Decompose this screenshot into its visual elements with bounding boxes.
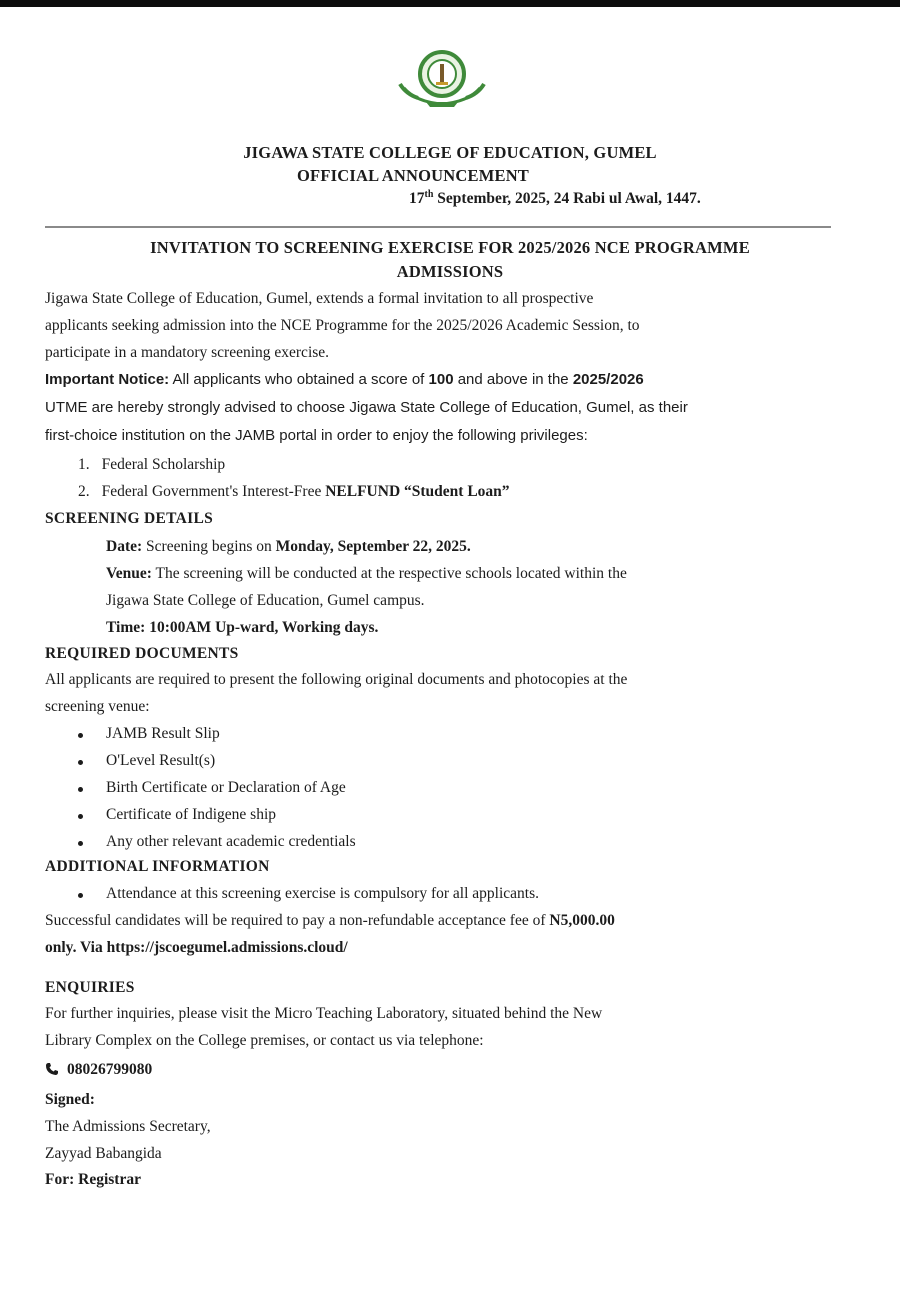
screening-venue: Venue: The screening will be conducted at the respective schools located within the: [106, 565, 627, 582]
phone-contact[interactable]: 08026799080: [45, 1061, 152, 1079]
document-item: Birth Certificate or Declaration of Age: [106, 779, 346, 796]
official-announcement-label: OFFICIAL ANNOUNCEMENT: [297, 166, 530, 185]
screening-details-heading: SCREENING DETAILS: [45, 510, 214, 527]
institution-name: JIGAWA STATE COLLEGE OF EDUCATION, GUMEL: [243, 143, 657, 162]
bullet-icon: [78, 893, 83, 898]
documents-intro: screening venue:: [45, 698, 150, 715]
bullet-icon: [78, 814, 83, 819]
attendance-note: Attendance at this screening exercise is compulsory for all applicants.: [106, 885, 539, 902]
privilege-item: 1. Federal Scholarship: [78, 456, 226, 473]
additional-information-heading: ADDITIONAL INFORMATION: [45, 858, 270, 875]
enquiries-text: For further inquiries, please visit the Micro Teaching Laboratory, situated behind the New: [45, 1005, 603, 1022]
document-item: JAMB Result Slip: [106, 725, 220, 742]
important-notice: first-choice institution on the JAMB portal in order to enjoy the following privileges:: [45, 427, 588, 444]
announcement-date: 17th September, 2025, 24 Rabi ul Awal, 1447.: [409, 189, 701, 208]
intro-paragraph: participate in a mandatory screening exercise.: [45, 344, 330, 361]
document-item: O'Level Result(s): [106, 752, 216, 769]
signed-label: Signed:: [45, 1091, 95, 1108]
invitation-title: INVITATION TO SCREENING EXERCISE FOR 2025/2026 NCE PROGRAMME: [150, 238, 750, 257]
college-crest-logo: [396, 44, 488, 110]
bullet-icon: [78, 787, 83, 792]
intro-paragraph: applicants seeking admission into the NCE Programme for the 2025/2026 Academic Session, to: [45, 317, 640, 334]
document-item: Certificate of Indigene ship: [106, 806, 277, 823]
important-notice: UTME are hereby strongly advised to choose Jigawa State College of Education, Gumel, as their: [45, 399, 688, 416]
privilege-item: 2. Federal Government's Interest-Free NELFUND “Student Loan”: [78, 483, 510, 500]
screening-time: Time: 10:00AM Up-ward, Working days.: [106, 619, 379, 636]
acceptance-fee-note: Successful candidates will be required to pay a non-refundable acceptance fee of N5,000.00: [45, 912, 615, 929]
signatory-title: The Admissions Secretary,: [45, 1118, 211, 1135]
bullet-icon: [78, 733, 83, 738]
signatory-name: Zayyad Babangida: [45, 1145, 162, 1162]
invitation-title-line2: ADMISSIONS: [396, 262, 504, 281]
phone-icon: [45, 1062, 59, 1076]
for-registrar: For: Registrar: [45, 1171, 141, 1188]
bullet-icon: [78, 841, 83, 846]
important-notice: Important Notice: All applicants who obtained a score of 100 and above in the 2025/2026: [45, 371, 644, 388]
header-divider: [45, 226, 831, 228]
bullet-icon: [78, 760, 83, 765]
screening-venue: Jigawa State College of Education, Gumel campus.: [106, 592, 425, 609]
required-documents-heading: REQUIRED DOCUMENTS: [45, 645, 239, 662]
document-item: Any other relevant academic credentials: [106, 833, 356, 850]
documents-intro: All applicants are required to present the following original documents and photocopies at the: [45, 671, 628, 688]
intro-paragraph: Jigawa State College of Education, Gumel, extends a formal invitation to all prospective: [45, 290, 594, 307]
enquiries-heading: ENQUIRIES: [45, 979, 135, 996]
admissions-portal-link[interactable]: only. Via https://jscoegumel.admissions.cloud/: [45, 939, 348, 956]
screening-date: Date: Screening begins on Monday, September 22, 2025.: [106, 538, 471, 555]
enquiries-text: Library Complex on the College premises, or contact us via telephone:: [45, 1032, 484, 1049]
